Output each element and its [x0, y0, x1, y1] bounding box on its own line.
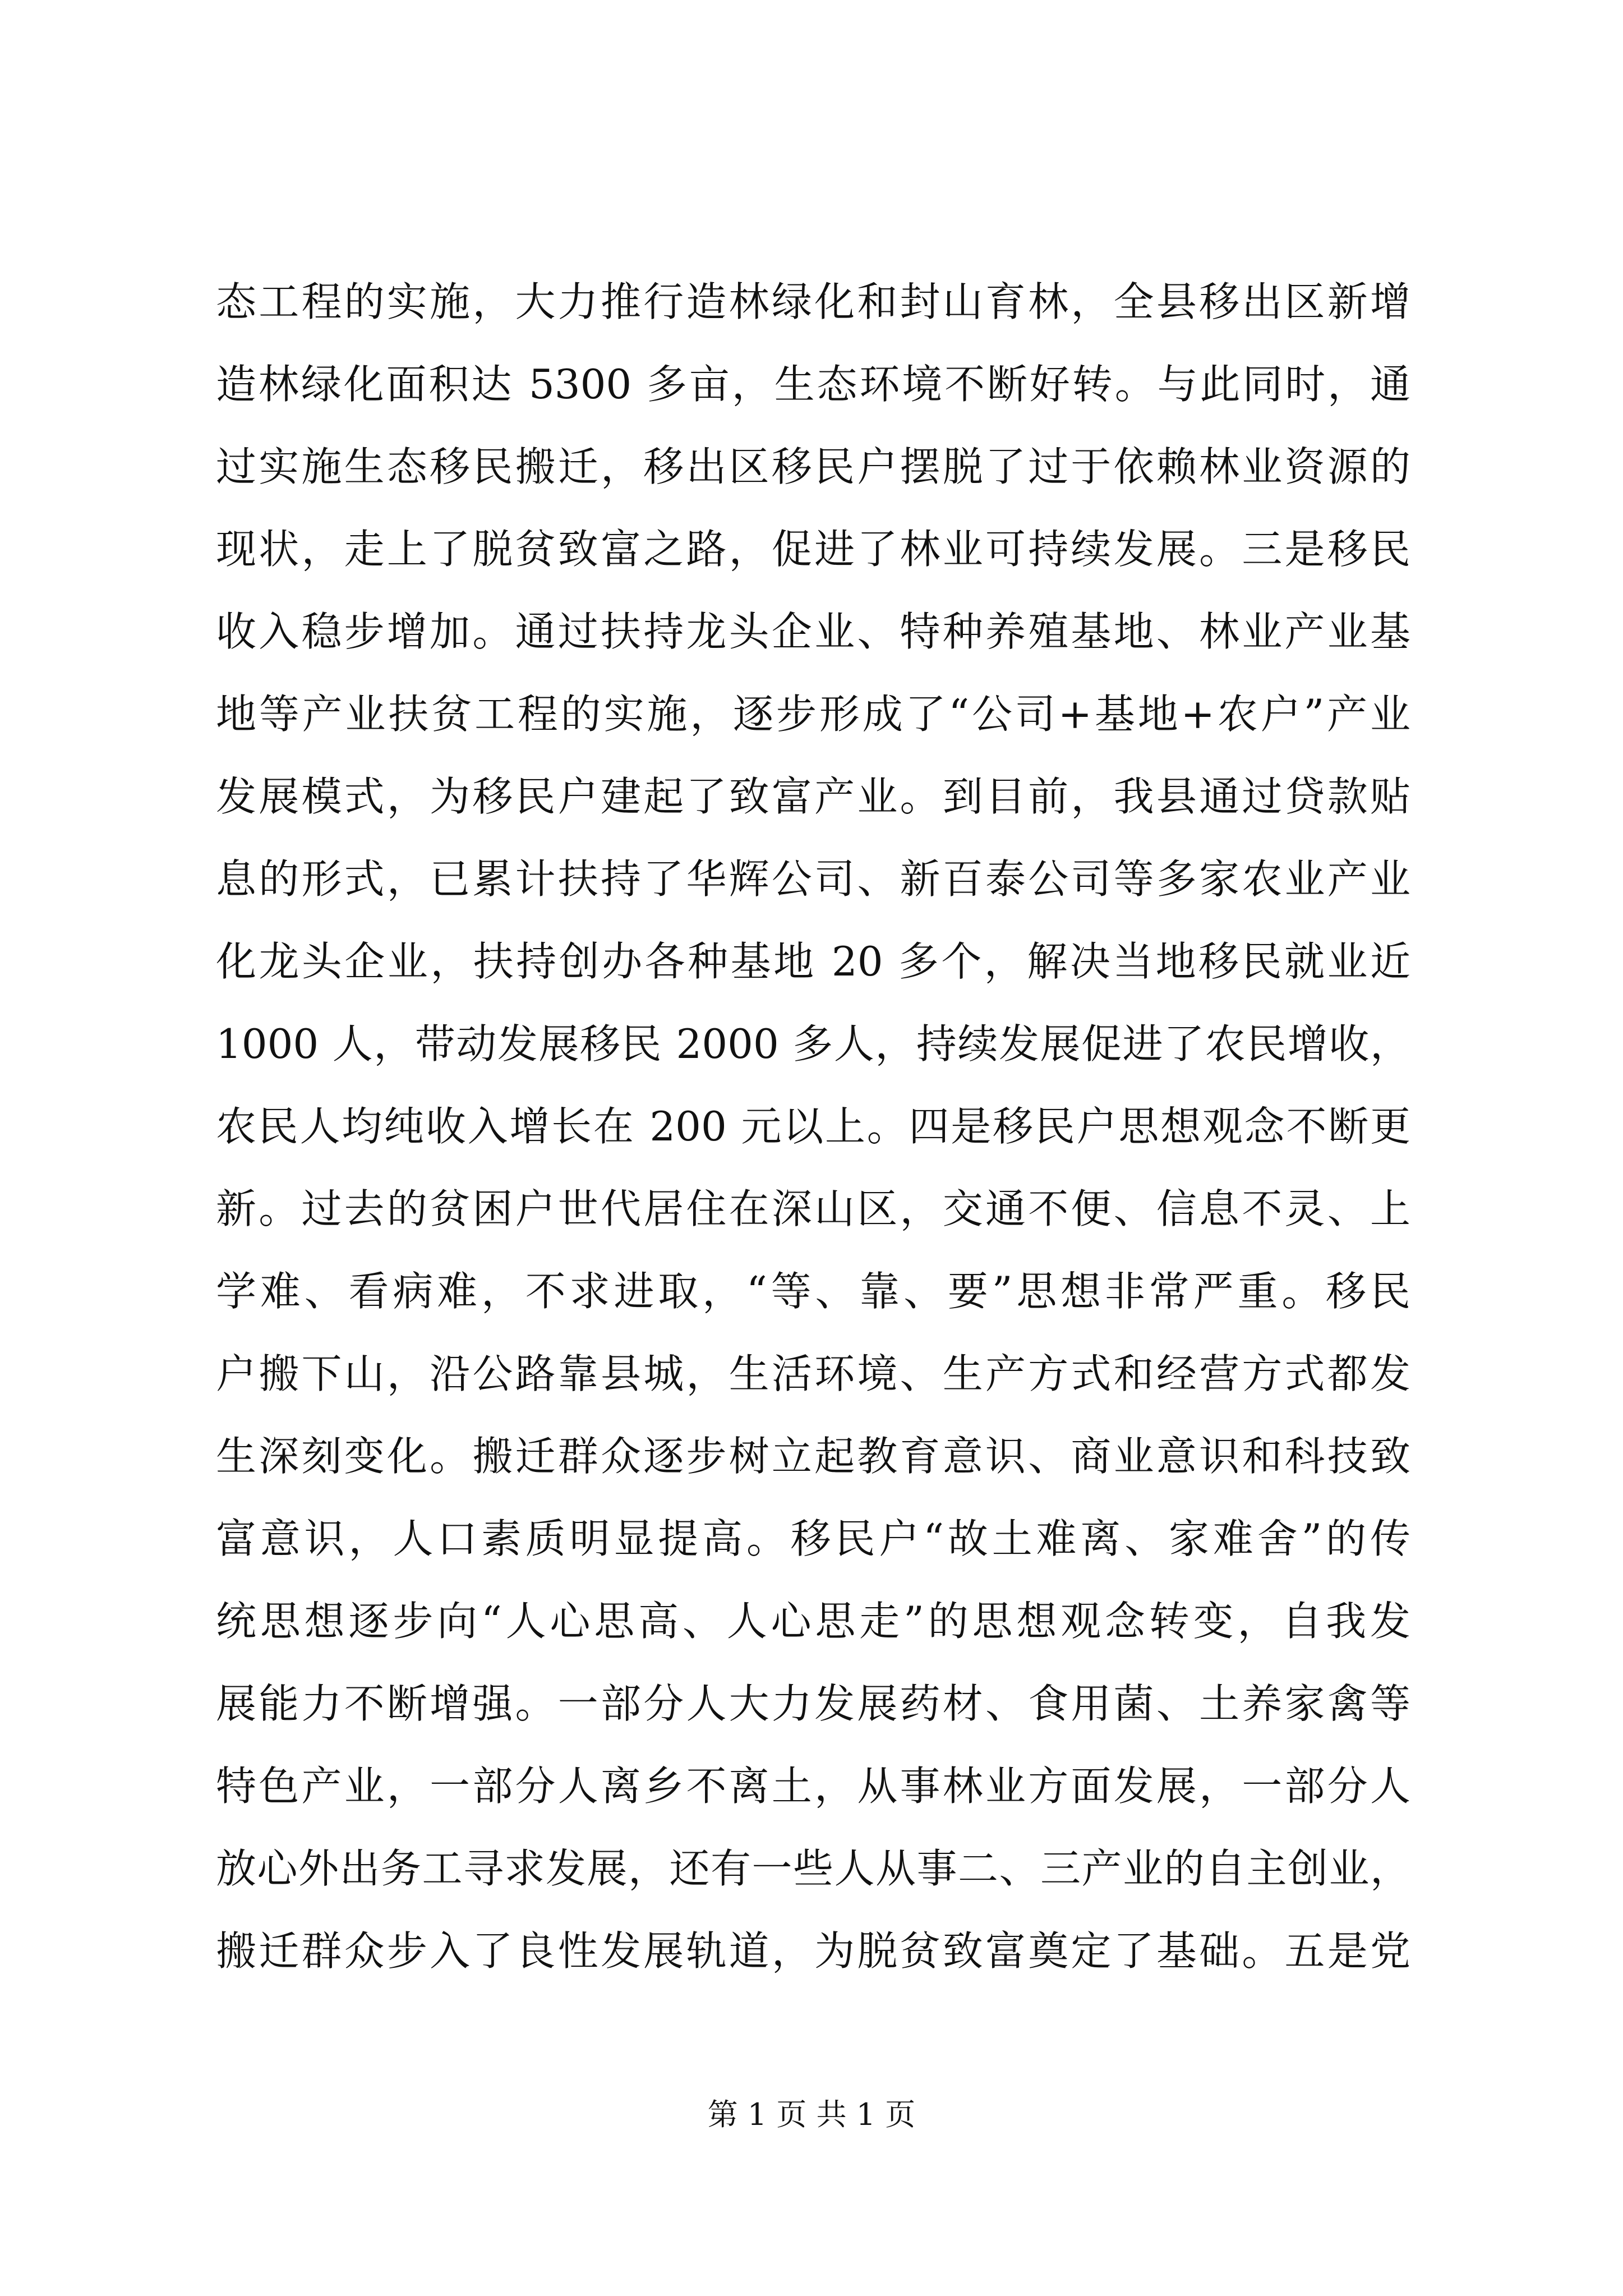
text-line: 特色产业，一部分人离乡不离土，从事林业方面发展，一部分人 — [216, 1763, 1410, 1810]
text-line: 户搬下山，沿公路靠县城，生活环境、生产方式和经营方式都发 — [216, 1350, 1410, 1397]
text-line: 1000 人，带动发展移民 2000 多人，持续发展促进了农民增收， — [216, 1020, 1410, 1068]
text-line: 息的形式，已累计扶持了华辉公司、新百泰公司等多家农业产业 — [216, 855, 1410, 903]
text-line: 生深刻变化。搬迁群众逐步树立起教育意识、商业意识和科技致 — [216, 1433, 1410, 1480]
text-line: 富意识，人口素质明显提高。移民户“故土难离、家难舍”的传 — [216, 1515, 1410, 1562]
text-line: 过实施生态移民搬迁，移出区移民户摆脱了过于依赖林业资源的 — [216, 443, 1410, 490]
text-line: 展能力不断增强。一部分人大力发展药材、食用菌、土养家禽等 — [216, 1680, 1410, 1727]
text-line: 发展模式，为移民户建起了致富产业。到目前，我县通过贷款贴 — [216, 773, 1410, 820]
text-line: 化龙头企业，扶持创办各种基地 20 多个，解决当地移民就业近 — [216, 938, 1410, 985]
text-line: 新。过去的贫困户世代居住在深山区，交通不便、信息不灵、上 — [216, 1185, 1410, 1232]
text-line: 现状，走上了脱贫致富之路，促进了林业可持续发展。三是移民 — [216, 526, 1410, 573]
page-footer — [0, 2095, 1623, 2134]
text-line: 放心外出务工寻求发展，还有一些人从事二、三产业的自主创业， — [216, 1845, 1410, 1892]
body-text — [216, 261, 1410, 1993]
text-line: 统思想逐步向“人心思高、人心思走”的思想观念转变，自我发 — [216, 1598, 1410, 1645]
text-line: 收入稳步增加。通过扶持龙头企业、特种养殖基地、林业产业基 — [216, 608, 1410, 655]
text-line: 农民人均纯收入增长在 200 元以上。四是移民户思想观念不断更 — [216, 1103, 1410, 1150]
text-line: 造林绿化面积达 5300 多亩，生态环境不断好转。与此同时，通 — [216, 361, 1410, 408]
text-line: 地等产业扶贫工程的实施，逐步形成了“公司+基地+农户”产业 — [216, 691, 1410, 738]
text-line: 学难、看病难，不求进取，“等、靠、要”思想非常严重。移民 — [216, 1268, 1410, 1315]
text-line: 态工程的实施，大力推行造林绿化和封山育林，全县移出区新增 — [216, 278, 1410, 325]
text-line: 搬迁群众步入了良性发展轨道，为脱贫致富奠定了基础。五是党 — [216, 1927, 1410, 1975]
page-number-label: 第 1 页 共 1 页 — [707, 2097, 916, 2132]
